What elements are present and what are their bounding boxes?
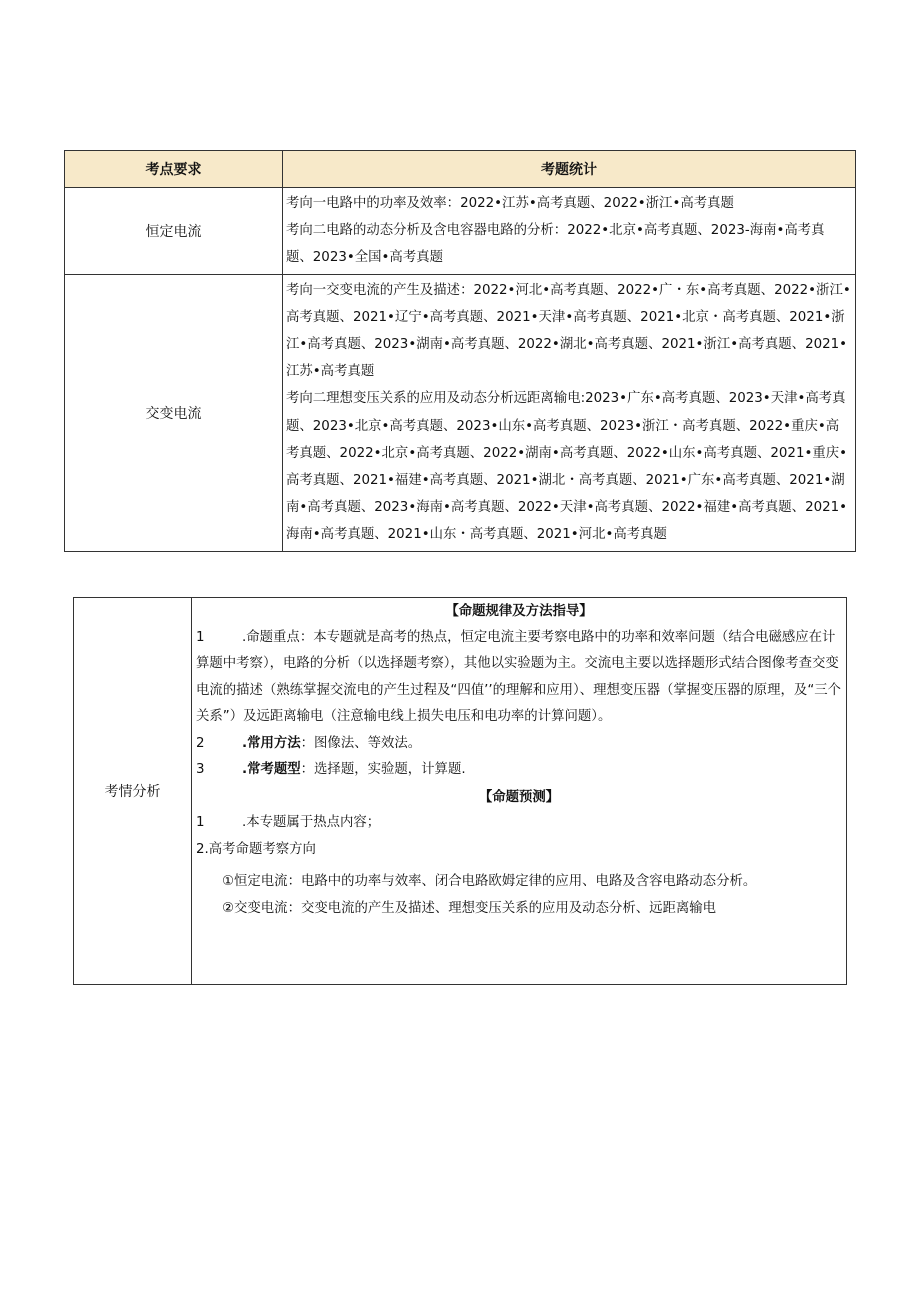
- guide-item: [196, 757, 842, 784]
- item-text: .本专题属于热点内容；: [242, 815, 381, 830]
- item-number: 1: [196, 815, 205, 830]
- table-row: [65, 188, 856, 275]
- table-row: [74, 598, 847, 985]
- topic-cell: 恒定电流: [65, 188, 283, 275]
- stats-line: 考向二电路的动态分析及含电容器电路的分析：2022•北京•高考真题、2023-海南•高考真题、2023•全国•高考真题: [286, 223, 825, 266]
- item-label: .常考题型: [242, 762, 301, 777]
- table-row: [65, 274, 856, 551]
- topic-cell: 交变电流: [65, 274, 283, 551]
- predict-item: ②交变电流：交变电流的产生及描述、理想变压关系的应用及动态分析、远距离输电: [222, 900, 717, 916]
- stats-line: 考向一电路中的功率及效率：2022•江苏•高考真题、2022•浙江•高考真题: [286, 196, 734, 211]
- header-requirements: 考点要求: [65, 151, 283, 188]
- item-number: 3: [196, 762, 205, 777]
- stats-cell: [283, 188, 856, 275]
- predict-item: 2.高考命题考察方向: [196, 841, 316, 857]
- item-text: .命题重点：本专题就是高考的热点，恒定电流主要考察电路中的功率和效率问题（结合电磁感应在计算题中考察），电路的分析（以选择题考察），其他以实验题为主。交流电主要以选择题形式结合图像考查交变电流的描述（熟练掌握交流电的产生过程及“四值’’的理解和应用）、理想变压器（掌握变压器的原理，及“三个关系”）及远距离输电（注意输电线上损失电压和电功率的计算问题）。: [196, 629, 842, 724]
- table-header-row: [65, 151, 856, 188]
- item-number: 2: [196, 735, 205, 751]
- analysis-content: [192, 598, 847, 985]
- item-text: ：图像法、等效法。: [300, 735, 422, 751]
- stats-line: 考向一交变电流的产生及描述：2022•河北•高考真题、2022•广・东•高考真题、2022•浙江•高考真题、2021•辽宁•高考真题、2021•天津•高考真题、2021•北京・高考真题、2021•浙江•高考真题、2023•湖南•高考真题、2022•湖北•高考真题、2021•浙江•高考真题、2021•江苏•高考真题: [286, 282, 851, 380]
- analysis-table: [73, 597, 847, 985]
- predict-item: [196, 810, 842, 837]
- exam-stats-table: [64, 150, 856, 552]
- item-number: 1: [196, 629, 205, 645]
- guide-title: 【命题规律及方法指导】: [445, 603, 593, 618]
- item-text: ：选择题，实验题，计算题.: [300, 762, 466, 777]
- guide-item: [196, 731, 842, 758]
- stats-line: 考向二理想变压关系的应用及动态分析远距离输电:2023•广东•高考真题、2023•天津•高考真题、2023•北京•高考真题、2023•山东•高考真题、2023•浙江・高考真题、2022•重庆•高考真题、2022•北京•高考真题、2022•湖南•高考真题、2022•山东•高考真题、2021•重庆•高考真题、2021•福建•高考真题、2021•湖北・高考真题、2021•广东•高考真题、2021•湖南•高考真题、2023•海南•高考真题、2022•天津•高考真题、2022•福建•高考真题、2021•海南•高考真题、2021•山东・高考真题、2021•河北•高考真题: [286, 391, 848, 543]
- predict-item: ①恒定电流：电路中的功率与效率、闭合电路欧姆定律的应用、电路及含容电路动态分析。: [222, 874, 757, 889]
- guide-item: [196, 625, 842, 731]
- predict-title: 【命题预测】: [478, 788, 560, 804]
- item-label: .常用方法: [242, 735, 301, 751]
- header-statistics: 考题统计: [283, 151, 856, 188]
- analysis-label: 考情分析: [74, 598, 192, 985]
- stats-cell: [283, 274, 856, 551]
- analysis-text-area: [192, 598, 846, 984]
